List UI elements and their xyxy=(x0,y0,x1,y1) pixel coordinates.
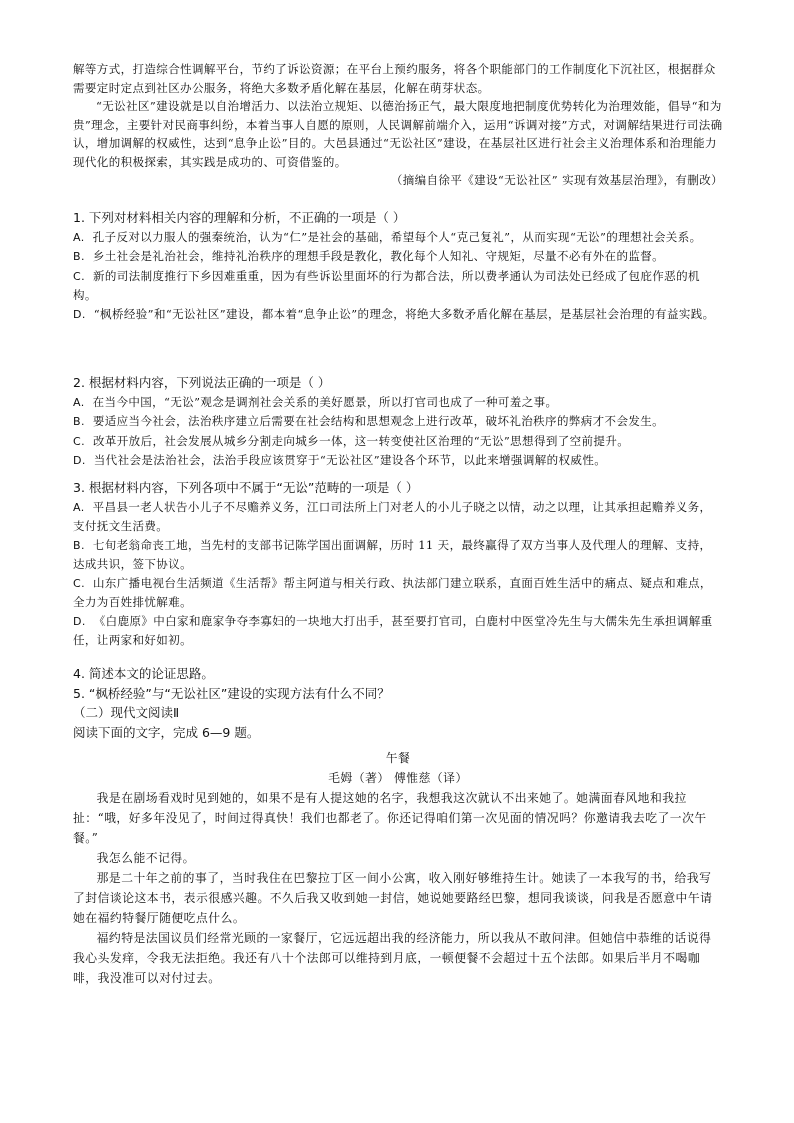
question-3-option-d xyxy=(73,612,723,650)
question-1-stem: 1. 下列对材料相关内容的理解和分析，不正确的一项是（ ） xyxy=(73,210,406,225)
source-citation: （摘编自徐平《建设“无讼社区” 实现有效基层治理》，有删改） xyxy=(390,173,723,187)
option-label: C. xyxy=(73,434,85,448)
question-1-option-b xyxy=(73,247,723,267)
story-author: 毛姆（著） 傅惟慈（译） xyxy=(328,771,468,785)
option-text: 平昌县一老人状告小儿子不尽赡养义务，江口司法所上门对老人的小儿子晓之以情，动之以理，让其承担起赡养义务，支付抚文生活费。 xyxy=(73,499,712,533)
intro-section xyxy=(73,60,723,190)
option-text: 《白鹿原》中白家和鹿家争夺李寡妇的一块地大打出手，甚至要打官司，白鹿村中医堂冷先生与大儒朱先生承担调解重任，让两家和好如初。 xyxy=(73,613,713,647)
option-text: “枫桥经验”和“无讼社区”建设，都本着“息争止讼”的理念，将绝大多数矛盾化解在基层，是基层社会治理的有益实践。 xyxy=(93,306,715,321)
option-text: 孔子反对以力服人的强秦统治，认为“仁”是社会的基础，希望每个人“克己复礼”，从而实现“无讼”的理想社会关系。 xyxy=(92,229,702,244)
question-1-option-a xyxy=(73,228,723,248)
option-label: A. xyxy=(73,230,85,244)
question-2-option-c xyxy=(73,432,723,452)
option-label: C. xyxy=(73,576,85,590)
question-2-option-b xyxy=(73,412,723,432)
option-label: A. xyxy=(73,500,85,514)
question-1 xyxy=(73,208,723,324)
question-5: 5. “枫桥经验”与“无讼社区”建设的实现方法有什么不同？ xyxy=(73,685,390,701)
short-answer-section xyxy=(73,664,723,742)
question-1-option-c xyxy=(73,267,723,305)
question-2-option-a xyxy=(73,393,723,413)
question-3 xyxy=(73,478,723,650)
option-label: A. xyxy=(73,395,85,409)
option-label: D. xyxy=(73,614,86,628)
option-label: B. xyxy=(73,250,85,263)
question-3-option-a xyxy=(73,498,723,536)
story-title: 午餐 xyxy=(385,751,411,765)
option-label: B. xyxy=(73,415,85,428)
story-paragraph-2: 我怎么能不记得。 xyxy=(96,851,195,865)
option-text: 要适应当今社会，法治秩序建立后需要在社会结构和思想观念上进行改革，破坏礼治秩序的弊病才不会发生。 xyxy=(92,414,665,428)
question-3-option-b xyxy=(73,536,723,574)
option-text: 改革开放后，社会发展从城乡分割走向城乡一体，这一转变使社区治理的“无讼”思想得到了空前提升。 xyxy=(92,433,630,448)
story-paragraph-3: 那是二十年之前的事了，当时我住在巴黎拉丁区一间小公寓，收入刚好够维持生计。她读了一本我写的书，给我写了封信谈论这本书，表示很感兴趣。不久后我又收到她一封信，她说她要路经巴黎，想同我谈谈，问我是否愿意中午请她在福约特餐厅随便吃点什么。 xyxy=(73,871,713,925)
question-2-stem: 2. 根据材料内容，下列说法正确的一项是（ ） xyxy=(73,375,331,390)
option-text: 山东广播电视台生活频道《生活帮》帮主阿道与相关行政、执法部门建立联系，直面百姓生活中的痛点、疑点和难点，全力为百姓排忧解难。 xyxy=(73,575,712,609)
question-4: 4. 简述本文的论证思路。 xyxy=(73,666,214,681)
option-label: D. xyxy=(73,454,86,467)
option-label: D. xyxy=(73,307,86,321)
reading-instruction: 阅读下面的文字，完成 6—9 题。 xyxy=(73,724,260,740)
question-2-option-d xyxy=(73,451,723,471)
section-heading: （二）现代文阅读Ⅱ xyxy=(73,705,180,720)
story-paragraph-1: 我是在剧场看戏时见到她的，如果不是有人提这她的名字，我想我这次就认不出来她了。她满面春风地和我拉扯：“哦，好多年没见了，时间过得真快！我们也都老了。你还记得咱们第一次见面的情况吗？你邀请我去吃了一次午餐。” xyxy=(73,791,707,845)
option-text: 在当今中国，“无讼”观念是调剂社会关系的美好愿景，所以打官司也成了一种可羞之事。 xyxy=(92,394,558,409)
story-paragraph-4: 福约特是法国议员们经常光顾的一家餐厅，它远远超出我的经济能力，所以我从不敢问津。但她信中恭维的话说得我心头发痒，令我无法拒绝。我还有八十个法郎可以维持到月底，一顿便餐不会超过十五个法郎。如果后半月不喝咖啡，我没准可以对付过去。 xyxy=(73,931,712,985)
question-3-stem: 3. 根据材料内容，下列各项中不属于“无讼”范畴的一项是（ ） xyxy=(73,480,419,495)
option-label: C. xyxy=(73,269,85,283)
option-text: 七旬老翁命丧工地，当先村的支部书记陈学国出面调解，历时 11 天，最终赢得了双方当事人及代理人的理解、支持，达成共识，签下协议。 xyxy=(73,537,712,571)
intro-paragraph-1: 解等方式，打造综合性调解平台，节约了诉讼资源；在平台上预约服务，将各个职能部门的工作制度化下沉社区，根据群众需要定时定点到社区办公服务，将绝大多数矛盾化解在基层，化解在萌芽状态。 xyxy=(73,62,716,95)
option-text: 新的司法制度推行下乡因难重重，因为有些诉讼里面坏的行为都合法，所以费孝通认为司法处已经成了包庇作恶的机构。 xyxy=(73,268,700,302)
question-1-option-d xyxy=(73,305,723,325)
story-section xyxy=(73,748,723,988)
option-label: B. xyxy=(73,538,85,552)
question-2 xyxy=(73,373,723,471)
option-text: 当代社会是法治社会，法治手段应该贯穿于“无讼社区”建设各个环节，以此来增强调解的权威性。 xyxy=(93,453,607,467)
option-text: 乡土社会是礼治社会，维持礼治秩序的理想手段是教化，教化每个人知礼、守规矩，尽量不必有外在的监督。 xyxy=(92,249,665,263)
intro-paragraph-2: “无讼社区”建设就是以自治增活力、以法治立规矩、以德治扬正气，最大限度地把制度优势转化为治理效能，倡导“和为贵”理念，主要针对民商事纠纷，本着当事人自愿的原则，人民调解前端介入，运用“诉调对接”方式，对调解结果进行司法确认，增加调解的权威性，达到“息争止讼”目的。大邑县通过“无讼社区”建设，在基层社区进行社会主义治理体系和治理能力现代化的积极探索，其实践是成功的、可资借鉴的。 xyxy=(73,99,723,169)
question-3-option-c xyxy=(73,574,723,612)
